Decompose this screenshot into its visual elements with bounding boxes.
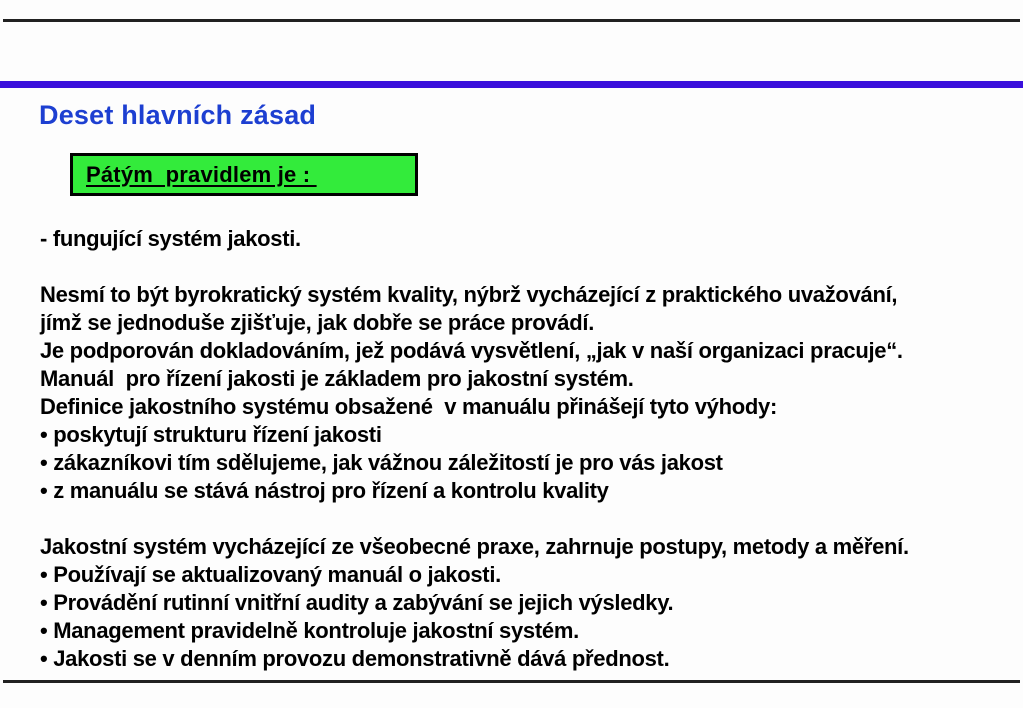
body-line-bullet: • Management pravidelně kontroluje jakostní systém. [40,618,579,643]
body-line: Manuál pro řízení jakosti je základem pro jakostní systém. [40,366,634,391]
highlight-box-label: Pátým pravidlem je : [86,161,317,187]
body-line: Nesmí to být byrokratický systém kvality, nýbrž vycházející z praktického uvažování, [40,282,898,307]
blue-divider-bar [0,81,1023,88]
body-line: Je podporován dokladováním, jež podává vysvětlení, „jak v naší organizaci pracuje“. [40,338,903,363]
top-rule [3,19,1020,22]
slide-title: Deset hlavních zásad [39,100,317,130]
body-line-bullet: • Používají se aktualizovaný manuál o jakosti. [40,562,501,587]
body-line-bullet: • z manuálu se stává nástroj pro řízení a kontrolu kvality [40,478,609,503]
body-line-bullet: • zákazníkovi tím sdělujeme, jak vážnou záležitostí je pro vás jakost [40,450,723,475]
bottom-rule [3,680,1020,683]
body-line: Definice jakostního systému obsažené v manuálu přinášejí tyto výhody: [40,394,777,419]
body-line-blank [40,505,1015,533]
highlight-box [70,153,418,196]
body-line-bullet: • Provádění rutinní vnitřní audity a zabývání se jejich výsledky. [40,590,674,615]
body-text [40,225,1015,673]
body-line: - fungující systém jakosti. [40,226,301,251]
body-line-bullet: • poskytují strukturu řízení jakosti [40,422,382,447]
body-line-bullet: • Jakosti se v denním provozu demonstrativně dává přednost. [40,646,670,671]
body-line: Jakostní systém vycházející ze všeobecné praxe, zahrnuje postupy, metody a měření. [40,534,909,559]
body-line-blank [40,253,1015,281]
body-line: jímž se jednoduše zjišťuje, jak dobře se práce provádí. [40,310,595,335]
